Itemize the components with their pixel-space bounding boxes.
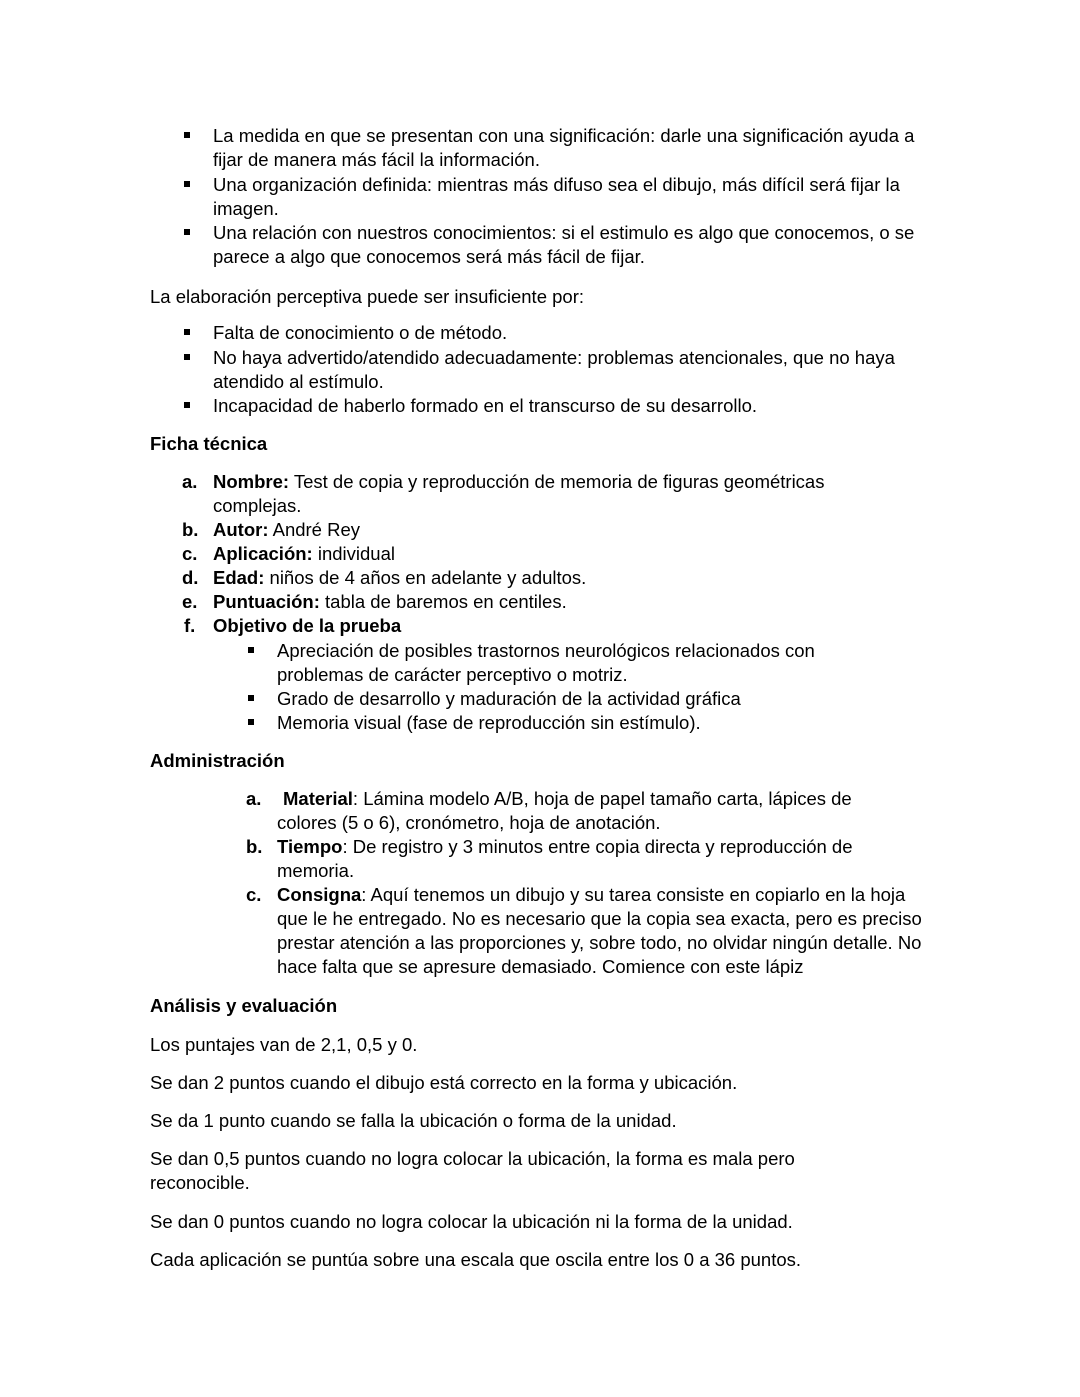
insufficient-intro: La elaboración perceptiva puede ser insuficiente por: — [150, 286, 585, 307]
item-value: Test de copia y reproducción de memoria de figuras geométricas complejas. — [213, 471, 825, 516]
list-item: Apreciación de posibles trastornos neurológicos relacionados con problemas de carácter perceptivo o motriz. — [277, 640, 815, 685]
item-label: Autor: — [213, 519, 269, 540]
list-marker: b. — [182, 519, 199, 540]
list-marker: f. — [184, 615, 196, 636]
list-item — [277, 787, 897, 835]
item-label: Aplicación: — [213, 543, 313, 564]
list-item: Falta de conocimiento o de método. — [213, 322, 508, 343]
item-value: individual — [312, 543, 395, 564]
item-label: Material — [283, 788, 353, 809]
item-label: Consigna — [277, 884, 362, 905]
bullet-icon — [184, 229, 190, 235]
list-item — [277, 883, 937, 979]
item-value: tabla de baremos en centiles. — [319, 591, 567, 612]
section-heading-administracion: Administración — [150, 750, 285, 771]
list-item: Memoria visual (fase de reproducción sin estímulo). — [277, 712, 701, 733]
item-value: niños de 4 años en adelante y adultos. — [264, 567, 587, 588]
list-item — [277, 835, 897, 883]
list-item — [213, 566, 943, 590]
bullet-icon — [184, 354, 190, 360]
bullet-icon — [184, 132, 190, 138]
paragraph: Cada aplicación se puntúa sobre una escala que oscila entre los 0 a 36 puntos. — [150, 1249, 802, 1270]
list-item — [213, 518, 943, 542]
paragraph: Se dan 0 puntos cuando no logra colocar la ubicación ni la forma de la unidad. — [150, 1211, 793, 1232]
paragraph: Se dan 0,5 puntos cuando no logra colocar la ubicación, la forma es mala pero reconocible. — [150, 1148, 795, 1193]
list-marker: e. — [182, 591, 198, 612]
list-marker: a. — [246, 788, 262, 809]
item-label: Puntuación: — [213, 591, 320, 612]
bullet-icon — [248, 695, 254, 701]
item-value: André Rey — [268, 519, 361, 540]
bullet-icon — [184, 181, 190, 187]
item-value: : Aquí tenemos un dibujo y su tarea consiste en copiarlo en la hoja que le he entregado. No es necesario que la copia sea exacta, pero es preciso prestar atención a las proporciones y, sobre todo, no olvidar ningún detalle. No hace falta que se apresure demasiado. Comience con este lápiz — [277, 884, 922, 977]
list-marker: a. — [182, 471, 198, 492]
bullet-icon — [184, 402, 190, 408]
list-marker: c. — [182, 543, 198, 564]
item-label: Tiempo — [277, 836, 343, 857]
list-item: Una relación con nuestros conocimientos: si el estimulo es algo que conocemos, o se parece a algo que conocemos será más fácil de fijar. — [213, 222, 915, 267]
list-marker: d. — [182, 567, 199, 588]
paragraph: Se da 1 punto cuando se falla la ubicación o forma de la unidad. — [150, 1110, 677, 1131]
list-item: La medida en que se presentan con una significación: darle una significación ayuda a fijar de manera más fácil la información. — [213, 125, 915, 170]
item-value: : Lámina modelo A/B, hoja de papel tamaño carta, lápices de colores (5 o 6), cronómetro, hoja de anotación. — [277, 788, 852, 833]
list-item — [213, 614, 943, 638]
item-label: Nombre: — [213, 471, 290, 492]
list-item — [213, 542, 943, 566]
list-item: Una organización definida: mientras más difuso sea el dibujo, más difícil será fijar la imagen. — [213, 174, 900, 219]
bullet-icon — [184, 329, 190, 335]
list-item: Grado de desarrollo y maduración de la actividad gráfica — [277, 688, 741, 709]
list-item — [213, 470, 873, 518]
list-marker: c. — [246, 884, 262, 905]
list-item — [213, 590, 943, 614]
list-item: No haya advertido/atendido adecuadamente: problemas atencionales, que no haya atendido al estímulo. — [213, 347, 895, 392]
item-label: Objetivo de la prueba — [213, 615, 402, 636]
item-value: : De registro y 3 minutos entre copia directa y reproducción de memoria. — [277, 836, 853, 881]
bullet-icon — [248, 719, 254, 725]
section-heading-analisis: Análisis y evaluación — [150, 995, 338, 1016]
list-marker: b. — [246, 836, 263, 857]
paragraph: Los puntajes van de 2,1, 0,5 y 0. — [150, 1034, 418, 1055]
section-heading-ficha: Ficha técnica — [150, 433, 268, 454]
item-label: Edad: — [213, 567, 265, 588]
list-item: Incapacidad de haberlo formado en el transcurso de su desarrollo. — [213, 395, 758, 416]
paragraph: Se dan 2 puntos cuando el dibujo está correcto en la forma y ubicación. — [150, 1072, 738, 1093]
bullet-icon — [248, 647, 254, 653]
